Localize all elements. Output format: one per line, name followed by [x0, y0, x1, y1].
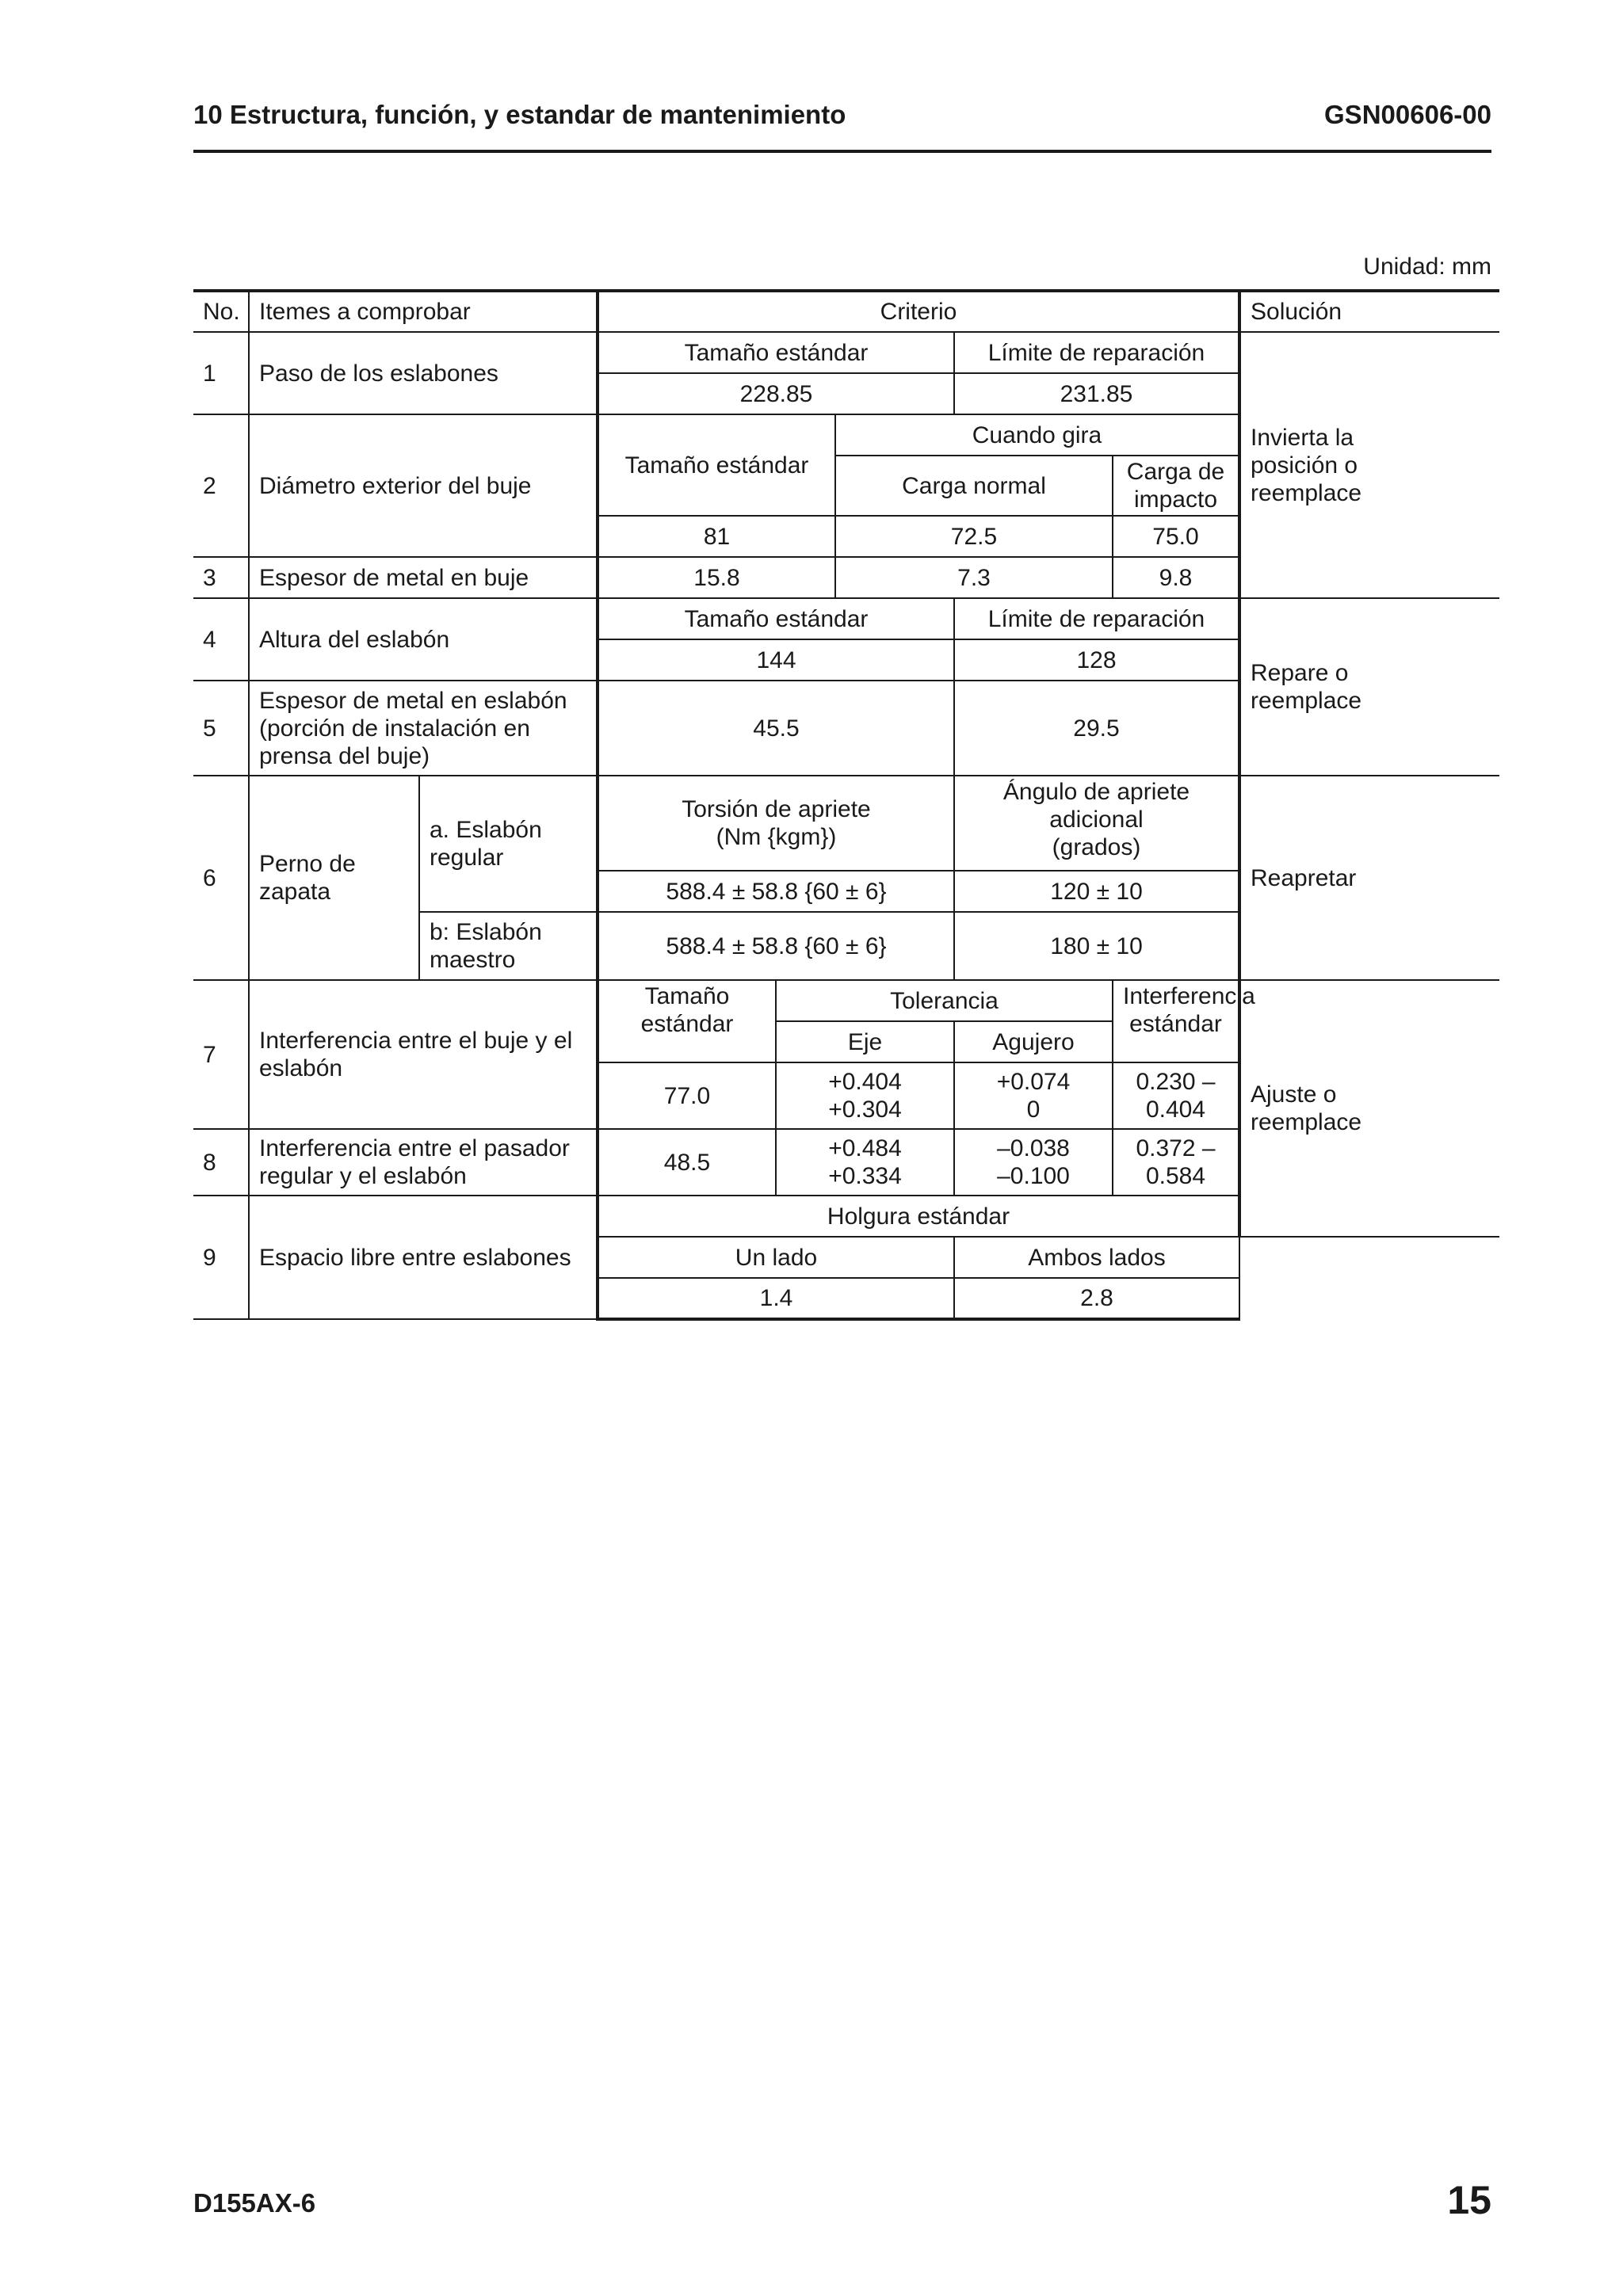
criteria-value: 588.4 ± 58.8 {60 ± 6}	[598, 871, 954, 912]
item-label	[249, 776, 419, 980]
solution-text: Ajuste o reemplace	[1251, 1081, 1362, 1135]
criteria-value: 231.85	[954, 373, 1239, 414]
criteria-value	[954, 1129, 1113, 1196]
header-row	[193, 291, 1499, 332]
row-number: 4	[193, 598, 249, 681]
row-number: 7	[193, 980, 249, 1129]
item-label: Espacio libre entre eslabones	[249, 1196, 598, 1319]
row-number: 6	[193, 776, 249, 980]
criteria-header	[598, 980, 776, 1062]
criteria-value: 81	[598, 516, 835, 557]
row-number: 2	[193, 414, 249, 557]
solution-cell	[1239, 776, 1499, 980]
criteria-header: Agujero	[954, 1021, 1113, 1062]
criteria-header	[1113, 980, 1255, 1062]
solution-text: Reapretar	[1251, 864, 1357, 891]
item-label-text: Espesor de metal en eslabón (porción de instalación en prensa del buje)	[259, 687, 567, 769]
item-label	[249, 1129, 598, 1196]
solution-cell	[1239, 598, 1499, 776]
row-number: 9	[193, 1196, 249, 1319]
criteria-value: 15.8	[598, 557, 835, 598]
criteria-value: 0.230 – 0.404	[1113, 1062, 1239, 1129]
criteria-header: Ambos lados	[954, 1237, 1239, 1278]
item-label	[249, 980, 598, 1129]
col-header-item: Itemes a comprobar	[249, 291, 598, 332]
sub-item-text: b: Eslabón maestro	[430, 919, 542, 973]
criteria-value-text: –0.038 –0.100	[997, 1135, 1070, 1189]
criteria-value: 120 ± 10	[954, 871, 1239, 912]
col-header-solution: Solución	[1239, 291, 1499, 332]
model-label: D155AX-6	[193, 2188, 316, 2218]
criteria-value: 72.5	[835, 516, 1113, 557]
criteria-value	[954, 1062, 1113, 1129]
criteria-header	[954, 776, 1239, 871]
sub-item-label	[419, 912, 598, 980]
criteria-value	[776, 1129, 954, 1196]
criteria-header: Límite de reparación	[954, 332, 1239, 373]
criteria-header: Límite de reparación	[954, 598, 1239, 639]
criteria-header: Tamaño estándar	[598, 414, 835, 516]
solution-text: Invierta la posición o reemplace	[1251, 424, 1362, 506]
unit-label: Unidad: mm	[1363, 254, 1491, 280]
criteria-header: Holgura estándar	[598, 1196, 1239, 1237]
criteria-value: 128	[954, 639, 1239, 681]
criteria-value: 180 ± 10	[954, 912, 1239, 980]
criteria-value: 0.372 – 0.584	[1113, 1129, 1239, 1196]
criteria-value: 228.85	[598, 373, 954, 414]
criteria-value: 2.8	[954, 1278, 1239, 1319]
criteria-header: Tolerancia	[776, 980, 1113, 1021]
criteria-value: 48.5	[598, 1129, 776, 1196]
col-header-no: No.	[193, 291, 249, 332]
maintenance-standard-table	[193, 289, 1499, 1321]
row-number: 3	[193, 557, 249, 598]
document-code: GSN00606-00	[1324, 100, 1491, 129]
criteria-value	[776, 1062, 954, 1129]
criteria-header-text: Torsión de apriete (Nm {kgm})	[682, 796, 871, 850]
header-rule	[193, 150, 1491, 153]
criteria-header: Carga normal	[835, 456, 1113, 516]
criteria-value: 9.8	[1113, 557, 1239, 598]
criteria-header-text: Interferencia estándar	[1123, 983, 1255, 1037]
criteria-header-text: Ángulo de apriete adicional (grados)	[1002, 779, 1190, 860]
criteria-value: 588.4 ± 58.8 {60 ± 6}	[598, 912, 954, 980]
criteria-value: 7.3	[835, 557, 1113, 598]
sub-item-text: a. Eslabón regular	[430, 817, 542, 871]
criteria-header-text: Tamaño estándar	[640, 983, 734, 1037]
criteria-value: 29.5	[954, 681, 1239, 776]
criteria-value: 77.0	[598, 1062, 776, 1129]
criteria-value-text: +0.404 +0.304	[828, 1069, 902, 1123]
criteria-header: Tamaño estándar	[598, 332, 954, 373]
item-label-text: Perno de zapata	[259, 851, 356, 905]
criteria-value: 144	[598, 639, 954, 681]
item-label-text: Interferencia entre el pasador regular y el eslabón	[259, 1135, 570, 1189]
criteria-header: Un lado	[598, 1237, 954, 1278]
row-number: 1	[193, 332, 249, 414]
criteria-header: Cuando gira	[835, 414, 1239, 456]
solution-cell	[1239, 980, 1499, 1237]
item-label	[249, 681, 598, 776]
criteria-header: Eje	[776, 1021, 954, 1062]
solution-cell	[1239, 332, 1499, 598]
item-label-text: Interferencia entre el buje y el eslabón	[259, 1028, 573, 1081]
criteria-value-text: +0.074 0	[996, 1069, 1071, 1123]
table-row	[193, 332, 1499, 373]
criteria-header: Tamaño estándar	[598, 598, 954, 639]
criteria-value: 45.5	[598, 681, 954, 776]
table-row	[193, 776, 1499, 871]
sub-item-label	[419, 776, 598, 912]
item-label: Altura del eslabón	[249, 598, 598, 681]
criteria-header: Carga de impacto	[1113, 456, 1239, 516]
table-row	[193, 598, 1499, 639]
row-number: 8	[193, 1129, 249, 1196]
criteria-value-text: +0.484 +0.334	[828, 1135, 902, 1189]
row-number: 5	[193, 681, 249, 776]
item-label: Espesor de metal en buje	[249, 557, 598, 598]
page-number: 15	[1447, 2178, 1491, 2222]
criteria-value: 75.0	[1113, 516, 1239, 557]
col-header-criteria: Criterio	[598, 291, 1239, 332]
item-label: Paso de los eslabones	[249, 332, 598, 414]
section-title: 10 Estructura, función, y estandar de mantenimiento	[193, 100, 846, 129]
criteria-value: 1.4	[598, 1278, 954, 1319]
solution-text: Repare o reemplace	[1251, 660, 1362, 714]
item-label: Diámetro exterior del buje	[249, 414, 598, 557]
table-row	[193, 980, 1499, 1021]
criteria-header	[598, 776, 954, 871]
